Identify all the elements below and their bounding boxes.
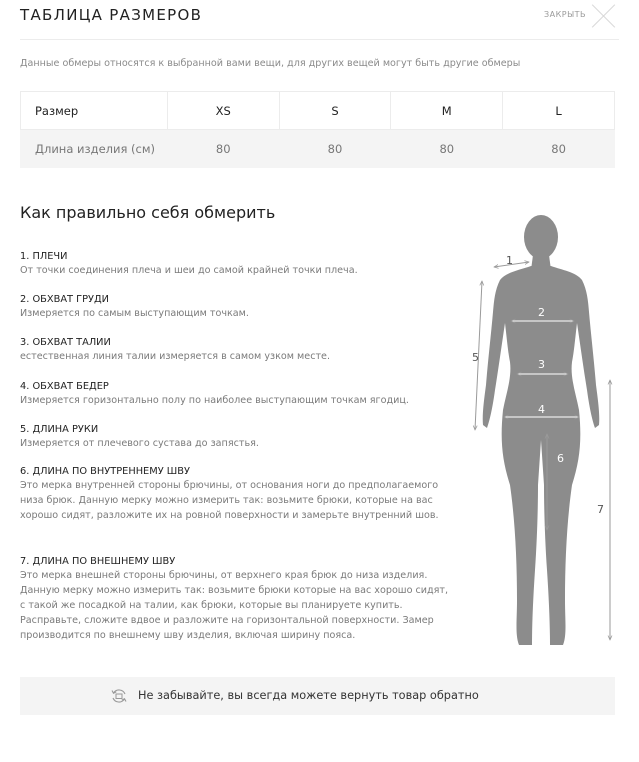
table-cell: 80 — [279, 130, 391, 168]
table-cell: 80 — [503, 130, 615, 168]
return-banner-text[interactable]: Не забывайте, вы всегда можете вернуть товар обратно — [138, 689, 479, 702]
figure-label-6: 6 — [557, 452, 564, 465]
figure-label-3: 3 — [538, 358, 545, 371]
measurement-item — [20, 555, 450, 643]
table-header-cell: L — [503, 92, 615, 130]
table-header-cell: XS — [167, 92, 279, 130]
measurement-item — [20, 380, 450, 408]
table-header-cell: M — [391, 92, 503, 130]
measurement-title: 2. ОБХВАТ ГРУДИ — [20, 294, 109, 305]
figure-label-2: 2 — [538, 306, 545, 319]
measurement-text: Измеряется по самым выступающим точкам. — [20, 308, 249, 319]
body-figure-illustration — [455, 205, 630, 660]
measurement-title: 5. ДЛИНА РУКИ — [20, 424, 99, 435]
table-cell: 80 — [391, 130, 503, 168]
measurement-item — [20, 465, 450, 523]
measurement-item — [20, 293, 450, 321]
figure-label-7: 7 — [597, 503, 604, 516]
measurement-text: От точки соединения плеча и шеи до самой крайней точки плеча. — [20, 265, 358, 276]
measurement-text: Это мерка внутренней стороны брючины, от основания ноги до предполагаемого низа брюк. Данную мерку можно измерить так: возьмите брюки, которые на вас хорошо сидят, разложите их на ровной поверхности и замерьте внутренний шов. — [20, 480, 439, 521]
return-icon — [109, 686, 129, 706]
section-title: Как правильно себя обмерить — [20, 203, 276, 222]
modal-header — [20, 0, 619, 40]
measurement-title: 4. ОБХВАТ БЕДЕР — [20, 381, 109, 392]
figure-label-1: 1 — [506, 254, 513, 267]
table-cell: 80 — [167, 130, 279, 168]
table-cell: Длина изделия (см) — [21, 130, 168, 168]
measurement-text: Измеряется от плечевого сустава до запястья. — [20, 438, 259, 449]
measurement-item — [20, 250, 450, 278]
table-header-row — [21, 92, 615, 130]
close-icon[interactable] — [592, 4, 616, 28]
measurement-item — [20, 336, 450, 364]
table-row — [21, 130, 615, 168]
return-banner — [20, 677, 615, 715]
measurement-title: 3. ОБХВАТ ТАЛИИ — [20, 337, 111, 348]
measurement-item — [20, 423, 450, 451]
measurement-title: 6. ДЛИНА ПО ВНУТРЕННЕМУ ШВУ — [20, 466, 190, 477]
measurement-text: Измеряется горизонтально полу по наиболее выступающим точкам ягодиц. — [20, 395, 409, 406]
figure-label-4: 4 — [538, 403, 545, 416]
modal-title: ТАБЛИЦА РАЗМЕРОВ — [20, 6, 203, 24]
body-silhouette — [483, 215, 600, 645]
measurement-text: естественная линия талии измеряется в самом узком месте. — [20, 351, 331, 362]
measurement-text: Это мерка внешней стороны брючины, от верхнего края брюк до низа изделия. Данную мерку можно измерить так: возьмите брюки которые на вас хорошо сидят, с такой же посадкой на талии, как брюки, которые вы планируете купить. Расправьте, сложите вдвое и разложите на горизонтальной поверхности. Замер производится по внешнему шву изделия, включая ширину пояса. — [20, 570, 449, 641]
close-label[interactable]: ЗАКРЫТЬ — [544, 10, 587, 19]
size-note: Данные обмеры относятся к выбранной вами вещи, для других вещей могут быть другие обмеры — [20, 58, 521, 69]
measurement-title: 1. ПЛЕЧИ — [20, 251, 68, 262]
figure-label-5: 5 — [472, 351, 479, 364]
size-table — [20, 91, 615, 168]
table-header-cell: S — [279, 92, 391, 130]
measurement-title: 7. ДЛИНА ПО ВНЕШНЕМУ ШВУ — [20, 556, 176, 567]
table-header-cell: Размер — [21, 92, 168, 130]
